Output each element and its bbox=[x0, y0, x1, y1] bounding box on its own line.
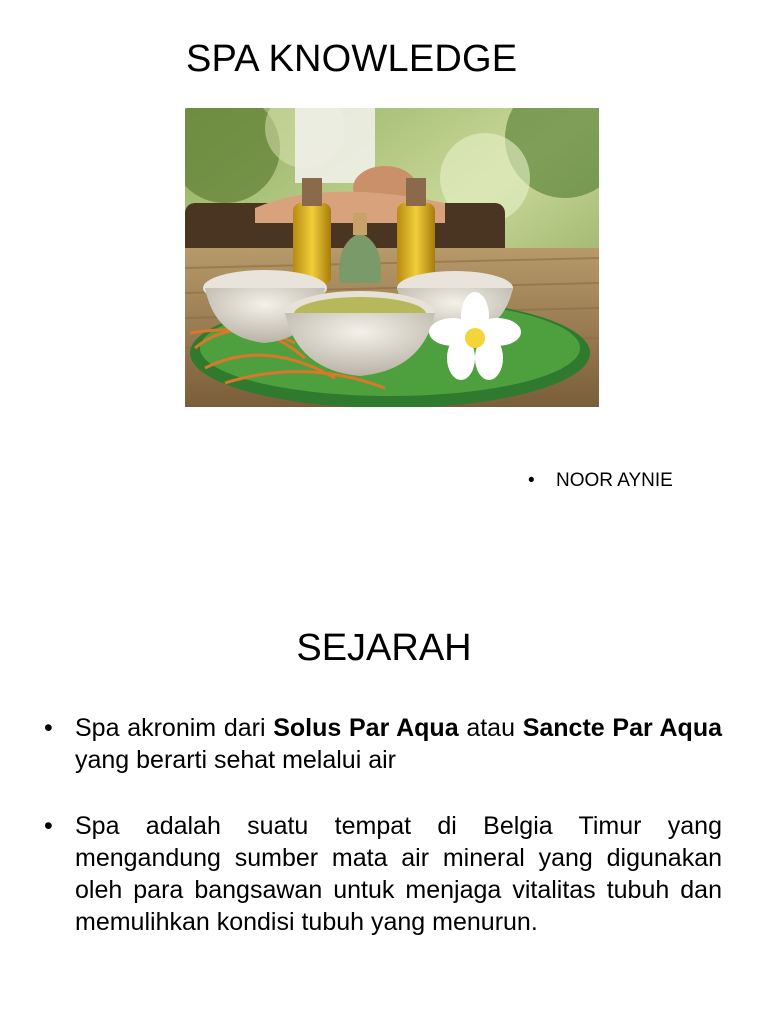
text-run: Spa akronim dari bbox=[75, 714, 274, 742]
bold-term: Solus Par Aqua bbox=[273, 714, 459, 742]
bullet-item-acronym bbox=[44, 712, 722, 776]
slide-title: SPA KNOWLEDGE bbox=[186, 38, 518, 80]
bullet-list bbox=[44, 712, 722, 938]
bullet-mark: • bbox=[528, 470, 535, 491]
author-bullet bbox=[528, 469, 673, 493]
author-name: NOOR AYNIE bbox=[556, 470, 673, 491]
spa-treatment-photo bbox=[185, 108, 599, 407]
text-run: yang berarti sehat melalui air bbox=[75, 746, 396, 774]
text-run: Spa adalah suatu tempat di Belgia Timur yang mengandung sumber mata air mineral yang digunakan oleh para bangsawan untuk menjaga vitalitas tubuh dan memulihkan kondisi tubuh yang menurun. bbox=[75, 812, 722, 936]
slide-title: SEJARAH bbox=[296, 627, 472, 669]
history-slide bbox=[0, 512, 768, 1024]
text-run: atau bbox=[458, 714, 523, 742]
bullet-item-belgium bbox=[44, 810, 722, 938]
bold-term: Sancte Par Aqua bbox=[522, 714, 722, 742]
bullet-mark: • bbox=[44, 714, 53, 742]
bullet-mark: • bbox=[44, 812, 53, 840]
